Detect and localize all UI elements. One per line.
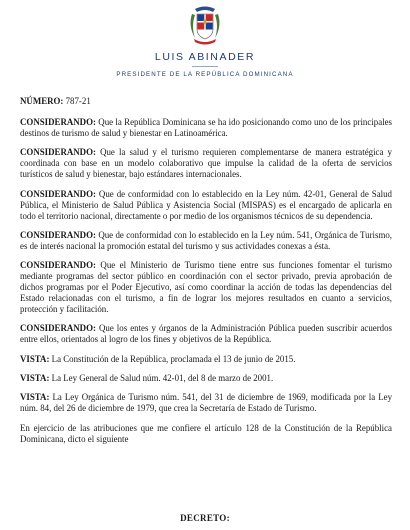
paragraph-lead: CONSIDERANDO: <box>20 117 96 127</box>
coat-of-arms-icon <box>186 4 224 46</box>
paragraph-text: En ejercicio de las atribuciones que me confiere el artículo 128 de la Constitución de la República Dominicana, dicto el siguiente <box>20 422 392 444</box>
paragraph-lead: VISTA: <box>20 392 50 403</box>
considerando-paragraph <box>20 117 392 139</box>
divider <box>192 66 218 67</box>
considerando-paragraph <box>20 260 392 315</box>
decree-heading: DECRETO: <box>180 513 230 523</box>
considerando-paragraph <box>20 323 392 345</box>
paragraph-lead: CONSIDERANDO: <box>20 188 96 199</box>
paragraph-lead: CONSIDERANDO: <box>20 323 96 334</box>
president-name: LUIS ABINADER <box>154 51 256 63</box>
decree-number-label: NÚMERO: <box>20 96 64 106</box>
vista-paragraph <box>20 373 392 384</box>
president-title: PRESIDENTE DE LA REPÚBLICA DOMINICANA <box>116 71 294 78</box>
considerando-paragraph <box>20 230 392 252</box>
paragraph-text: Que de conformidad con lo establecido en la Ley núm. 42-01, General de Salud Pública, el Ministerio de Salud Pública y Asistencia Social (MISPAS) es el encargado de aplicarla en todo el territorio nacional, directamente o por medio de los organismos técnicos de su dependencia. <box>20 188 392 221</box>
paragraph-text: La Ley General de Salud núm. 42-01, del 8 de marzo de 2001. <box>51 373 274 384</box>
paragraph-lead: CONSIDERANDO: <box>20 229 96 240</box>
paragraph-text: La Ley Orgánica de Turismo núm. 541, del 31 de diciembre de 1969, modificada por la Ley núm. 84, del 26 de diciembre de 1979, que crea la Secretaría de Estado de Turismo. <box>20 392 393 414</box>
paragraph-text: Que la salud y el turismo requieren complementarse de manera estratégica y coordinada con base en un modelo colaborativo que impulse la calidad de la oferta de servicios turísticos de salud y bienestar, bajo estándares internacionales. <box>20 147 392 180</box>
paragraph-lead: VISTA: <box>20 373 50 384</box>
paragraph-text: Que el Ministerio de Turismo tiene entre sus funciones fomentar el turismo mediante programas del sector público en coordinación con el sector privado, previa aprobación de dichos programas por el Poder Ejecutivo, así como coordinar la acción de todas las dependencias del Estado relacionadas con el turismo, a fin de lograr los mejores resultados en cuanto a servicios, protección y facilitación. <box>20 260 392 315</box>
paragraph-lead: VISTA: <box>20 353 50 364</box>
paragraph-text: Que de conformidad con lo establecido en la Ley núm. 541, Orgánica de Turismo, es de interés nacional la promoción estatal del turismo y sus actividades conexas a ésta. <box>20 229 392 251</box>
decree-number <box>20 96 392 107</box>
enacting-paragraph <box>20 423 392 445</box>
decree-body <box>20 96 392 453</box>
decree-number-value: 787-21 <box>65 96 91 106</box>
considerando-paragraph <box>20 189 392 222</box>
paragraph-text: Que los entes y órganos de la Administración Pública pueden suscribir acuerdos entre ellos, orientados al logro de los fines y objetivos de la República. <box>20 323 392 345</box>
vista-paragraph <box>20 354 392 365</box>
paragraph-text: Que la República Dominicana se ha ido posicionando como uno de los principales destinos de turismo de salud y bienestar en Latinoamérica. <box>20 117 393 138</box>
paragraph-text: La Constitución de la República, proclamada el 13 de junio de 2015. <box>51 353 296 364</box>
paragraph-lead: CONSIDERANDO: <box>20 147 96 158</box>
considerando-paragraph <box>20 147 392 180</box>
paragraph-lead: CONSIDERANDO: <box>20 260 96 271</box>
vista-paragraph <box>20 392 392 414</box>
letterhead <box>0 0 410 90</box>
